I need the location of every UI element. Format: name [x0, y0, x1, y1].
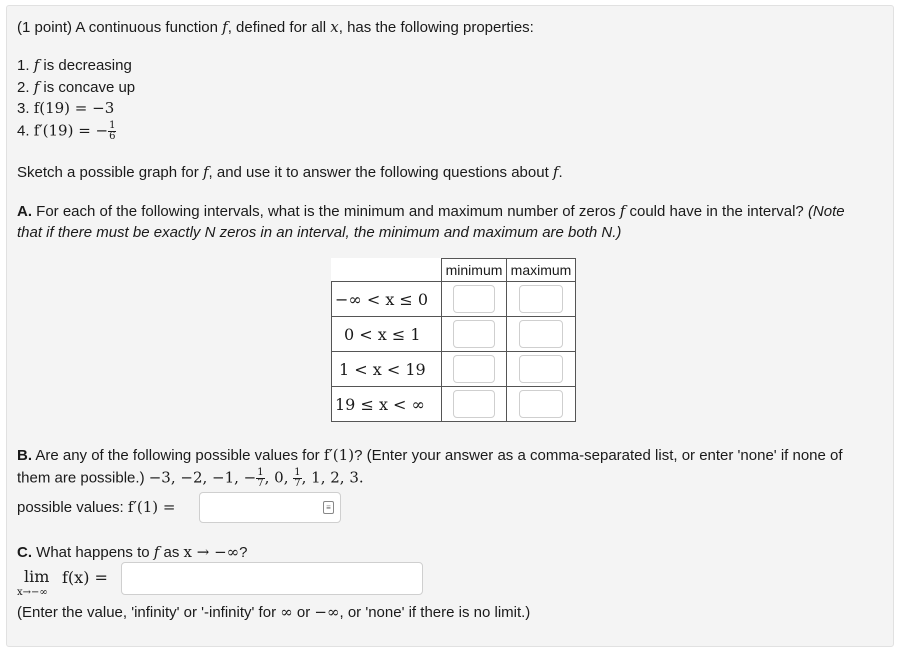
- property-3: 3. f(19) = −3: [17, 99, 115, 117]
- table-row: [332, 282, 576, 317]
- part-a-note: that if there must be exactly N zeros in an interval, the minimum and maximum are both N.): [17, 224, 622, 241]
- min-zeros-input[interactable]: [453, 355, 495, 383]
- interval-label: 1 < x < 19: [332, 352, 442, 387]
- fraction-one-seventh: $\frac{1}{7}$: [294, 467, 301, 489]
- part-c-help: (Enter the value, 'infinity' or '-infinity' for ∞ or −∞, or 'none' if there is no limit.): [17, 603, 531, 621]
- max-zeros-input[interactable]: [519, 285, 563, 313]
- property-2: 2. f is concave up: [17, 78, 136, 96]
- limit-subscript: x→−∞: [17, 587, 48, 598]
- min-zeros-input[interactable]: [453, 320, 495, 348]
- equation-editor-icon[interactable]: ≡: [323, 501, 334, 514]
- fraction-one-seventh: $\frac{1}{7}$: [257, 467, 264, 489]
- interval-label: 19 ≤ x < ∞: [332, 387, 442, 422]
- sketch-instruction: Sketch a possible graph for f, and use it to answer the following questions about f.: [17, 163, 563, 181]
- max-zeros-input[interactable]: [519, 390, 563, 418]
- limit-expression: f(x) =: [62, 568, 108, 587]
- part-b-values: them are possible.) −3, −2, −1, − $\frac{1}{7}$ , 0, $\frac{1}{7}$ , 1, 2, 3.: [17, 467, 364, 489]
- possible-values-input[interactable]: [199, 492, 341, 523]
- min-zeros-input[interactable]: [453, 390, 495, 418]
- column-header-minimum: minimum: [442, 259, 507, 282]
- fraction-one-sixth: $\frac{1}{6}$: [109, 120, 116, 142]
- zeros-table: [331, 258, 576, 422]
- table-row: [332, 317, 576, 352]
- min-zeros-input[interactable]: [453, 285, 495, 313]
- table-row: [332, 387, 576, 422]
- max-zeros-input[interactable]: [519, 320, 563, 348]
- table-row: [332, 352, 576, 387]
- part-b-question: B. Are any of the following possible values for f′(1)? (Enter your answer as a comma-separated list, or enter 'none' if none of: [17, 446, 843, 464]
- column-header-maximum: maximum: [507, 259, 576, 282]
- property-4: 4. f′(19) = − $\frac{1}{6}$: [17, 120, 116, 142]
- part-b-prompt: possible values: f′(1) =: [17, 498, 176, 516]
- part-a-question: A. For each of the following intervals, what is the minimum and maximum number of zeros f could have in the interval? (Note: [17, 202, 845, 220]
- part-c-question: C. What happens to f as x → −∞?: [17, 543, 248, 561]
- limit-input[interactable]: [121, 562, 423, 595]
- table-header-row: [332, 259, 576, 282]
- interval-label: 0 < x ≤ 1: [332, 317, 442, 352]
- property-1: 1. f is decreasing: [17, 56, 132, 74]
- max-zeros-input[interactable]: [519, 355, 563, 383]
- intro-text: (1 point) A continuous function f, defined for all x, has the following properties:: [17, 18, 534, 36]
- limit-label: lim: [24, 567, 50, 586]
- interval-label: −∞ < x ≤ 0: [332, 282, 442, 317]
